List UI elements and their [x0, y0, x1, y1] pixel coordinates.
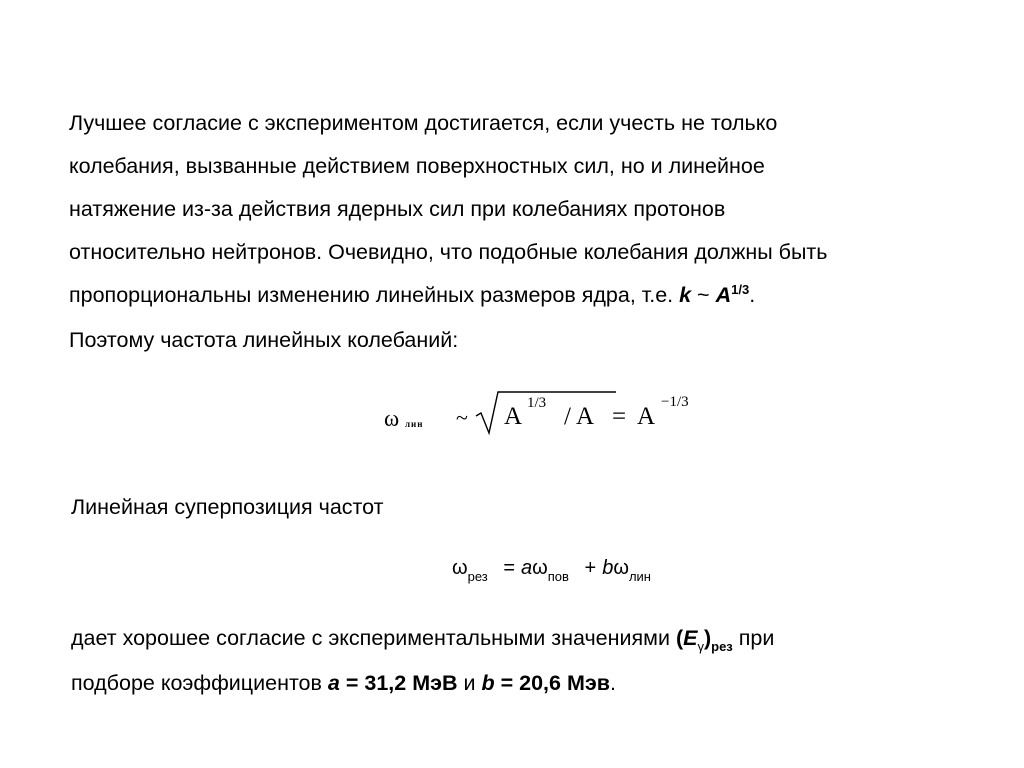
equals: = — [503, 557, 516, 579]
text-line: натяжение из-за действия ядерных сил при колебаниях протонов — [69, 197, 726, 221]
paragraph-superposition: Линейная суперпозиция частот — [71, 495, 384, 519]
period: . — [609, 671, 616, 695]
omega-symbol: ω — [452, 557, 468, 579]
E-symbol: E — [683, 626, 698, 650]
sqrt-sign-icon — [474, 386, 627, 436]
exponent: 1/3 — [527, 395, 547, 411]
subscript: пов — [547, 569, 569, 584]
equals: = — [612, 403, 627, 430]
text-line — [71, 662, 1001, 705]
plus: + — [584, 557, 597, 579]
gamma-subscript: γ — [697, 639, 704, 654]
period: . — [749, 283, 756, 307]
a-coefficient: a — [327, 671, 340, 695]
paragraph-linear-oscillations — [69, 102, 999, 362]
sim-symbol: ~ — [456, 405, 468, 430]
text-fragment: дает хорошее согласие с экспериментальными значениями — [71, 626, 676, 650]
A-symbol: A — [576, 403, 595, 430]
text-fragment: подборе коэффициентов — [71, 671, 328, 695]
paragraph-agreement — [71, 617, 1001, 705]
omega-subscript: лин — [405, 419, 424, 429]
subscript: рез — [467, 569, 488, 584]
text-line: колебания, вызванные действием поверхностных сил, но и линейное — [69, 154, 765, 178]
subscript: рез — [711, 639, 733, 654]
paren-open: ( — [675, 626, 684, 650]
omega-symbol: ω — [532, 557, 548, 579]
slash: / — [564, 403, 571, 430]
A-symbol: A — [504, 403, 523, 430]
text-line — [71, 617, 1001, 662]
exponent: −1/3 — [661, 394, 689, 410]
text-line: Лучшее согласие с экспериментом достигается, если учесть не только — [69, 111, 778, 135]
b-coefficient: b — [602, 557, 614, 579]
omega-symbol: ω — [384, 406, 400, 431]
a-coefficient: a — [521, 557, 533, 579]
A-symbol: A — [715, 283, 732, 307]
text-line: относительно нейтронов. Очевидно, что подобные колебания должны быть — [69, 240, 828, 264]
a-value: = 31,2 МэВ — [339, 671, 458, 695]
k-symbol: k — [679, 283, 692, 307]
subscript: лин — [628, 569, 651, 584]
paren-close: ) — [703, 626, 712, 650]
exponent: 1/3 — [731, 282, 750, 297]
text-fragment: пропорциональны изменению линейных размеров ядра, т.е. — [69, 283, 680, 307]
text-fragment: и — [457, 671, 482, 695]
formula-linear-frequency — [384, 386, 744, 446]
omega-symbol: ω — [613, 557, 629, 579]
formula-superposition — [452, 557, 651, 584]
A-symbol: A — [637, 403, 656, 430]
text-line — [69, 274, 999, 319]
sim-symbol: ~ — [691, 283, 716, 307]
b-coefficient: b — [481, 671, 495, 695]
b-value: = 20,6 Мэв — [494, 671, 610, 695]
text-fragment: при — [732, 626, 775, 650]
text-line: Поэтому частота линейных колебаний: — [69, 328, 459, 352]
